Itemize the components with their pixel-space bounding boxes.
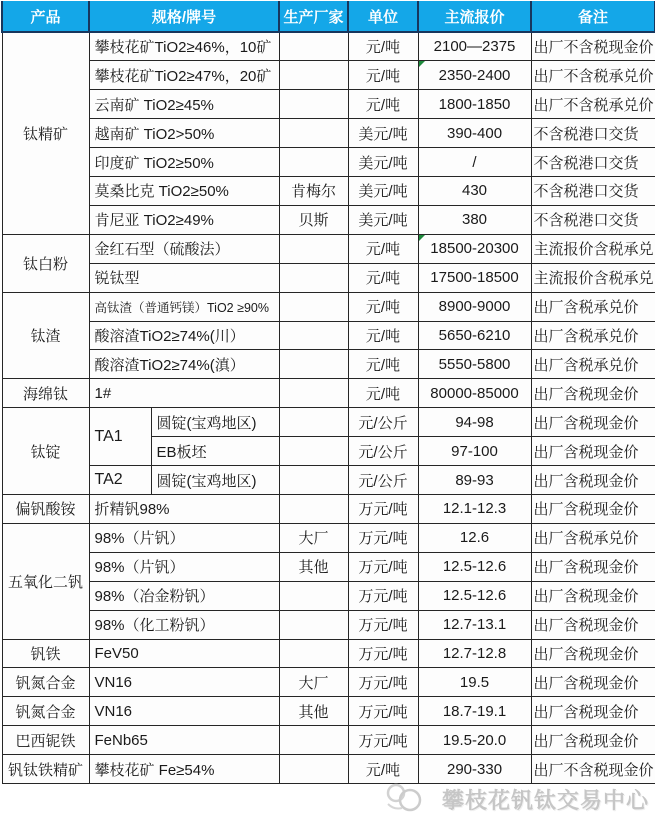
column-header: 规格/牌号: [89, 2, 279, 33]
table-row: [2, 697, 655, 726]
price-cell: 12.7-13.1: [418, 610, 531, 639]
unit-cell: 元/吨: [348, 32, 418, 61]
unit-cell: 元/吨: [348, 234, 418, 263]
price-cell: 89-93: [418, 466, 531, 495]
manufacturer-cell: [279, 495, 348, 524]
table-row: [2, 495, 655, 524]
spec-cell: 98%（冶金粉钒）: [89, 581, 279, 610]
table-row: [2, 610, 655, 639]
unit-cell: 美元/吨: [348, 177, 418, 206]
spec-cell: 攀枝花矿 Fe≥54%: [89, 755, 279, 784]
note-cell: 出厂含税承兑价: [531, 523, 655, 552]
spec-cell: 高钛渣（普通钙镁）TiO2 ≥90%: [89, 292, 279, 321]
price-cell: 97-100: [418, 437, 531, 466]
manufacturer-cell: [279, 610, 348, 639]
unit-cell: 元/公斤: [348, 466, 418, 495]
unit-cell: 万元/吨: [348, 523, 418, 552]
product-cell: 钛渣: [2, 292, 89, 379]
column-header: 主流报价: [418, 2, 531, 33]
spec-cell: 肯尼亚 TiO2≥49%: [89, 205, 279, 234]
product-cell: 巴西铌铁: [2, 726, 89, 755]
column-header: 产品: [2, 2, 89, 33]
price-cell: 5550-5800: [418, 350, 531, 379]
product-cell: 钛白粉: [2, 234, 89, 292]
table-row: [2, 466, 655, 495]
table-row: [2, 668, 655, 697]
note-cell: 出厂含税现金价: [531, 581, 655, 610]
product-cell: 钛精矿: [2, 32, 89, 234]
table-row: [2, 61, 655, 90]
table-row: [2, 119, 655, 148]
spec-cell: 金红石型（硫酸法）: [89, 234, 279, 263]
price-cell: 12.5-12.6: [418, 581, 531, 610]
note-cell: 出厂含税承兑价: [531, 321, 655, 350]
table-row: [2, 726, 655, 755]
price-cell: 430: [418, 177, 531, 206]
note-cell: 出厂含税承兑价: [531, 292, 655, 321]
spec-cell: 攀枝花矿TiO2≥46%，10矿: [89, 32, 279, 61]
spec-cell: 98%（化工粉钒）: [89, 610, 279, 639]
note-cell: 出厂含税现金价: [531, 639, 655, 668]
unit-cell: 元/吨: [348, 292, 418, 321]
price-cell: 290-330: [418, 755, 531, 784]
spec-grade-cell: TA1: [89, 408, 151, 466]
manufacturer-cell: 其他: [279, 697, 348, 726]
table-row: [2, 639, 655, 668]
product-cell: 钛锭: [2, 408, 89, 495]
price-cell: 12.1-12.3: [418, 495, 531, 524]
price-cell: 1800-1850: [418, 90, 531, 119]
spec-cell: 印度矿 TiO2≥50%: [89, 148, 279, 177]
watermark-logo-icon: [384, 782, 436, 819]
price-cell: 19.5-20.0: [418, 726, 531, 755]
watermark-text: 攀枝花钒钛交易中心: [441, 787, 649, 813]
table-row: [2, 581, 655, 610]
note-cell: 出厂含税现金价: [531, 408, 655, 437]
green-corner-marker-icon: [419, 235, 425, 241]
unit-cell: 万元/吨: [348, 552, 418, 581]
spec-cell: VN16: [89, 697, 279, 726]
unit-cell: 万元/吨: [348, 495, 418, 524]
price-cell: 94-98: [418, 408, 531, 437]
table-row: [2, 379, 655, 408]
manufacturer-cell: [279, 234, 348, 263]
note-cell: 出厂含税现金价: [531, 552, 655, 581]
unit-cell: 万元/吨: [348, 581, 418, 610]
table-row: [2, 234, 655, 263]
price-cell: 2350-2400: [418, 61, 531, 90]
product-cell: 钒钛铁精矿: [2, 755, 89, 784]
spec-cell: 攀枝花矿TiO2≥47%，20矿: [89, 61, 279, 90]
unit-cell: 万元/吨: [348, 668, 418, 697]
manufacturer-cell: 大厂: [279, 523, 348, 552]
price-cell: 18.7-19.1: [418, 697, 531, 726]
price-cell: 2100—2375: [418, 32, 531, 61]
unit-cell: 元/公斤: [348, 408, 418, 437]
unit-cell: 美元/吨: [348, 205, 418, 234]
unit-cell: 万元/吨: [348, 697, 418, 726]
manufacturer-cell: [279, 119, 348, 148]
watermark: [0, 782, 649, 819]
note-cell: 主流报价含税承兑: [531, 263, 655, 292]
spec-cell: 莫桑比克 TiO2≥50%: [89, 177, 279, 206]
product-cell: 偏钒酸铵: [2, 495, 89, 524]
note-cell: 主流报价含税承兑: [531, 234, 655, 263]
table-row: [2, 205, 655, 234]
note-cell: 出厂含税现金价: [531, 379, 655, 408]
table-row: [2, 350, 655, 379]
spec-detail-cell: 圆锭(宝鸡地区): [151, 408, 279, 437]
note-cell: 出厂含税现金价: [531, 495, 655, 524]
manufacturer-cell: [279, 581, 348, 610]
table-row: [2, 292, 655, 321]
column-header: 单位: [348, 2, 418, 33]
unit-cell: 元/吨: [348, 61, 418, 90]
note-cell: 出厂含税现金价: [531, 668, 655, 697]
manufacturer-cell: [279, 32, 348, 61]
price-cell: 17500-18500: [418, 263, 531, 292]
price-cell: 390-400: [418, 119, 531, 148]
price-cell: 12.5-12.6: [418, 552, 531, 581]
manufacturer-cell: [279, 379, 348, 408]
spec-cell: FeV50: [89, 639, 279, 668]
manufacturer-cell: [279, 755, 348, 784]
product-cell: 钒氮合金: [2, 697, 89, 726]
manufacturer-cell: [279, 726, 348, 755]
manufacturer-cell: [279, 321, 348, 350]
price-cell: 18500-20300: [418, 234, 531, 263]
note-cell: 不含税港口交货: [531, 148, 655, 177]
price-cell: /: [418, 148, 531, 177]
unit-cell: 元/吨: [348, 263, 418, 292]
note-cell: 不含税港口交货: [531, 205, 655, 234]
unit-cell: 元/吨: [348, 755, 418, 784]
price-cell: 80000-85000: [418, 379, 531, 408]
column-header: 备注: [531, 2, 655, 33]
manufacturer-cell: 其他: [279, 552, 348, 581]
spec-cell: 98%（片钒）: [89, 523, 279, 552]
spec-cell: 云南矿 TiO2≥45%: [89, 90, 279, 119]
note-cell: 出厂含税现金价: [531, 697, 655, 726]
note-cell: 出厂含税承兑价: [531, 350, 655, 379]
price-cell: 8900-9000: [418, 292, 531, 321]
price-cell: 5650-6210: [418, 321, 531, 350]
table-row: [2, 177, 655, 206]
price-cell: 12.7-12.8: [418, 639, 531, 668]
spec-cell: 锐钛型: [89, 263, 279, 292]
price-cell: 19.5: [418, 668, 531, 697]
manufacturer-cell: [279, 263, 348, 292]
product-cell: 海绵钛: [2, 379, 89, 408]
manufacturer-cell: [279, 437, 348, 466]
table-row: [2, 148, 655, 177]
note-cell: 出厂不含税承兑价: [531, 61, 655, 90]
manufacturer-cell: 大厂: [279, 668, 348, 697]
note-cell: 出厂含税现金价: [531, 726, 655, 755]
note-cell: 出厂不含税现金价: [531, 755, 655, 784]
manufacturer-cell: [279, 350, 348, 379]
table-row: [2, 90, 655, 119]
manufacturer-cell: [279, 466, 348, 495]
unit-cell: 元/吨: [348, 379, 418, 408]
spec-cell: 1#: [89, 379, 279, 408]
note-cell: 出厂含税现金价: [531, 466, 655, 495]
spec-detail-cell: EB板坯: [151, 437, 279, 466]
spec-cell: 越南矿 TiO2>50%: [89, 119, 279, 148]
manufacturer-cell: [279, 90, 348, 119]
unit-cell: 美元/吨: [348, 148, 418, 177]
spec-cell: 折精钒98%: [89, 495, 279, 524]
spec-cell: 酸溶渣TiO2≥74%(川）: [89, 321, 279, 350]
price-cell: 380: [418, 205, 531, 234]
manufacturer-cell: [279, 61, 348, 90]
unit-cell: 元/公斤: [348, 437, 418, 466]
manufacturer-cell: [279, 148, 348, 177]
manufacturer-cell: [279, 292, 348, 321]
unit-cell: 万元/吨: [348, 610, 418, 639]
price-cell: 12.6: [418, 523, 531, 552]
product-cell: 钒铁: [2, 639, 89, 668]
unit-cell: 元/吨: [348, 90, 418, 119]
unit-cell: 万元/吨: [348, 726, 418, 755]
unit-cell: 万元/吨: [348, 639, 418, 668]
note-cell: 不含税港口交货: [531, 119, 655, 148]
table-row: [2, 263, 655, 292]
table-row: [2, 523, 655, 552]
unit-cell: 元/吨: [348, 321, 418, 350]
note-cell: 出厂不含税承兑价: [531, 90, 655, 119]
table-row: [2, 32, 655, 61]
spec-cell: VN16: [89, 668, 279, 697]
spec-detail-cell: 圆锭(宝鸡地区): [151, 466, 279, 495]
column-header: 生产厂家: [279, 2, 348, 33]
note-cell: 不含税港口交货: [531, 177, 655, 206]
spec-grade-cell: TA2: [89, 466, 151, 495]
green-corner-marker-icon: [419, 61, 425, 67]
product-cell: 钒氮合金: [2, 668, 89, 697]
spec-cell: 酸溶渣TiO2≥74%(滇）: [89, 350, 279, 379]
table-row: [2, 552, 655, 581]
table-row: [2, 755, 655, 784]
spec-cell: 98%（片钒）: [89, 552, 279, 581]
product-cell: 五氧化二钒: [2, 523, 89, 639]
manufacturer-cell: 肯梅尔: [279, 177, 348, 206]
manufacturer-cell: [279, 408, 348, 437]
spec-cell: FeNb65: [89, 726, 279, 755]
table-row: [2, 408, 655, 437]
price-table: [1, 1, 655, 784]
table-header-row: [2, 2, 655, 33]
note-cell: 出厂不含税现金价: [531, 32, 655, 61]
note-cell: 出厂含税现金价: [531, 437, 655, 466]
table-row: [2, 321, 655, 350]
manufacturer-cell: 贝斯: [279, 205, 348, 234]
note-cell: 出厂含税现金价: [531, 610, 655, 639]
unit-cell: 元/吨: [348, 350, 418, 379]
manufacturer-cell: [279, 639, 348, 668]
unit-cell: 美元/吨: [348, 119, 418, 148]
